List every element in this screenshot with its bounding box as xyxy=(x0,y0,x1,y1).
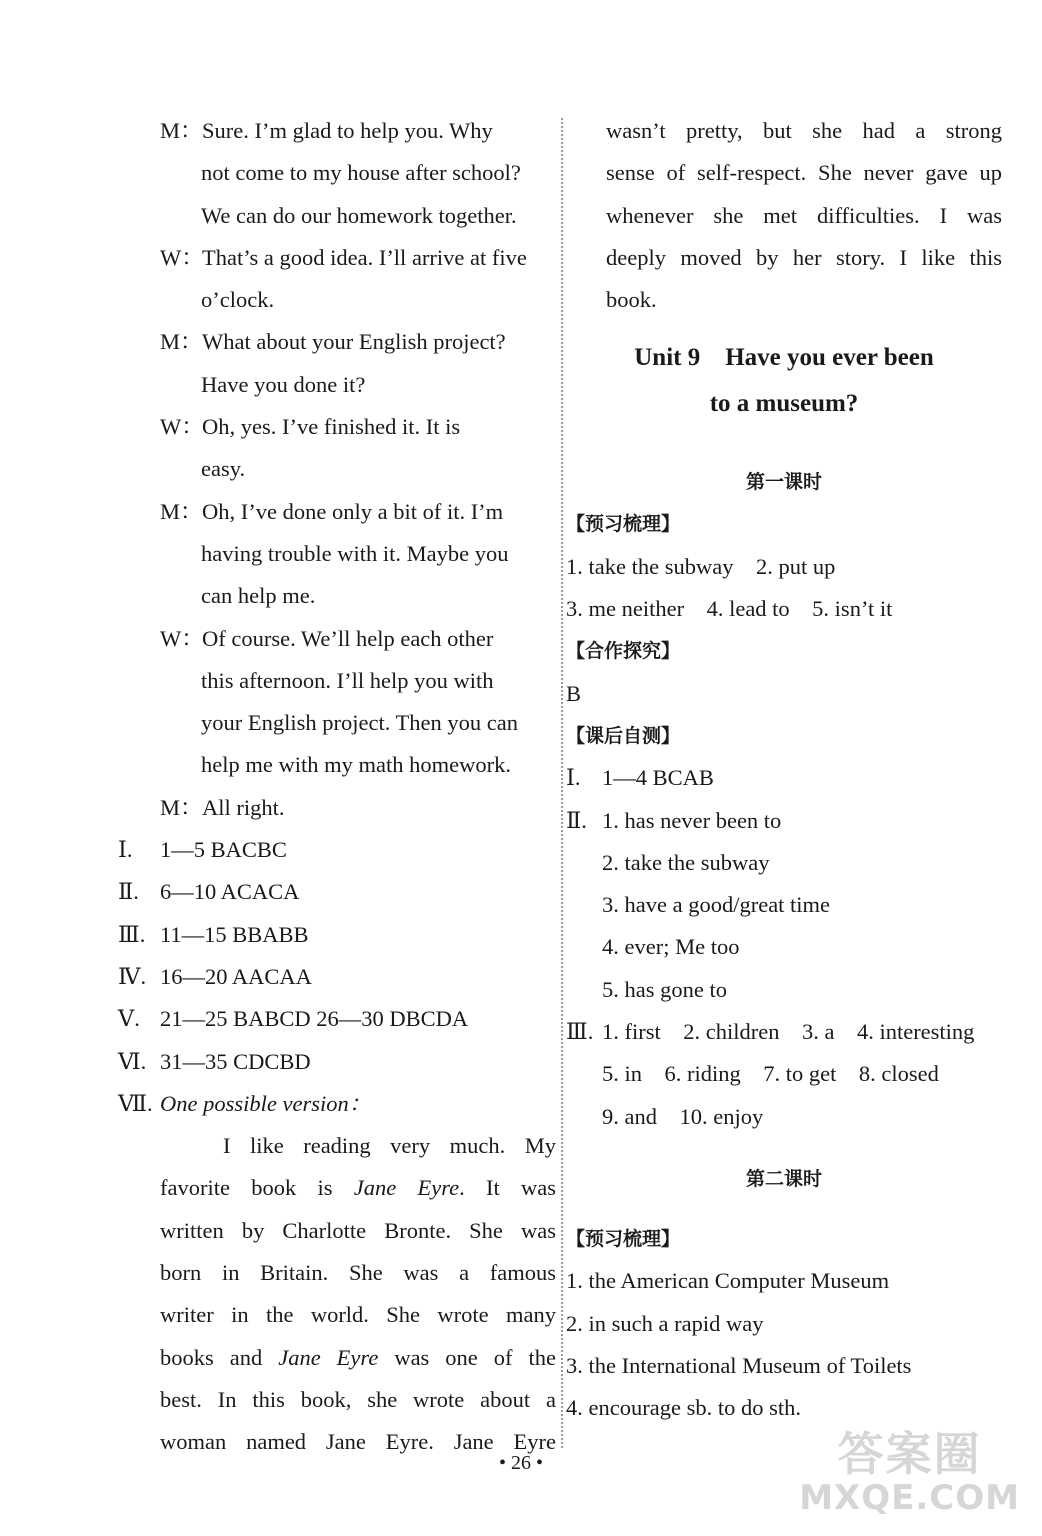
dialogue-text: can help me. xyxy=(201,583,316,609)
answer-line: 1. the American Computer Museum xyxy=(566,1268,890,1294)
dialogue-line xyxy=(118,533,556,575)
dialogue-text: this afternoon. I’ll help you with xyxy=(201,667,494,693)
roman-numeral: Ⅰ. xyxy=(566,765,581,791)
answer-row xyxy=(566,842,1002,884)
dialogue-text: your English project. Then you can xyxy=(201,710,519,736)
dialogue-text: o’clock. xyxy=(201,287,275,313)
essay-line: sense of self-respect. She never gave up xyxy=(606,160,1002,186)
essay-line: whenever she met difficulties. I was xyxy=(606,202,1002,228)
answer-text: 21—25 BABCD 26—30 DBCDA xyxy=(160,1006,469,1032)
roman-numeral: Ⅰ. xyxy=(118,837,133,863)
essay-line: book. xyxy=(606,287,657,313)
column-divider xyxy=(561,118,563,1448)
answer-text: 16—20 AACAA xyxy=(160,963,312,989)
answer-text: 4. ever; Me too xyxy=(602,934,740,960)
dialogue-text: Oh, yes. I’ve finished it. It is xyxy=(202,414,461,440)
essay-line: wasn’t pretty, but she had a strong xyxy=(606,118,1002,143)
roman-numeral: Ⅲ. xyxy=(118,921,146,947)
dialogue-line xyxy=(118,152,556,194)
dialogue-text: Oh, I’ve done only a bit of it. I’m xyxy=(202,498,504,524)
dialogue-line xyxy=(118,406,556,448)
answer-row xyxy=(118,1041,556,1083)
speaker-label: W： xyxy=(160,625,204,651)
speaker-label: W： xyxy=(160,414,204,440)
dialogue-text: All right. xyxy=(202,794,285,820)
answer-text: 1—5 BACBC xyxy=(160,837,287,863)
answer-row xyxy=(118,956,556,998)
answer-text: 1. first 2. children 3. a 4. interesting xyxy=(602,1019,975,1045)
dialogue-line xyxy=(118,618,556,660)
essay-text: woman named Jane Eyre. Jane Eyre xyxy=(160,1429,556,1455)
answer-row xyxy=(118,998,556,1040)
roman-numeral: Ⅱ. xyxy=(566,807,587,833)
speaker-label: W： xyxy=(160,244,204,270)
unit-subtitle: to a museum? xyxy=(709,390,859,418)
answer-row xyxy=(566,800,1002,842)
speaker-label: M： xyxy=(160,118,203,143)
answer-text: 31—35 CDCBD xyxy=(160,1048,311,1074)
roman-numeral: Ⅲ. xyxy=(566,1019,594,1045)
essay-line xyxy=(118,1252,556,1294)
answer-line: 3. the International Museum of Toilets xyxy=(566,1352,912,1378)
answer-line: 4. encourage sb. to do sth. xyxy=(566,1395,801,1421)
answer-text: 1—4 BCAB xyxy=(602,765,714,791)
book-title: Jane Eyre xyxy=(278,1344,379,1370)
essay-line xyxy=(118,1125,556,1167)
essay-text: I like reading very much. My xyxy=(223,1133,556,1159)
dialogue-line xyxy=(118,321,556,363)
answer-text: 11—15 BBABB xyxy=(160,921,309,947)
section-heading: 【合作探究】 xyxy=(566,640,681,663)
roman-numeral: Ⅴ. xyxy=(118,1006,140,1032)
dialogue-line xyxy=(118,237,556,279)
answer-row xyxy=(118,914,556,956)
answer-row xyxy=(566,926,1002,968)
unit-title: Unit 9 Have you ever been xyxy=(634,344,934,372)
answer-text: 5. has gone to xyxy=(602,976,727,1002)
dialogue-line xyxy=(118,279,556,321)
section-heading: 【课后自测】 xyxy=(566,724,681,747)
dialogue-line xyxy=(118,448,556,490)
answer-row xyxy=(566,1011,1002,1053)
answer-line: 1. take the subway 2. put up xyxy=(566,553,836,579)
dialogue-text: help me with my math homework. xyxy=(201,752,511,778)
dialogue-line xyxy=(118,787,556,829)
dialogue-line xyxy=(118,744,556,786)
dialogue-line xyxy=(118,364,556,406)
essay-line: deeply moved by her story. I like this xyxy=(606,244,1002,270)
left-column xyxy=(118,110,556,1464)
essay-text: books and xyxy=(160,1344,279,1370)
essay-text: born in Britain. She was a famous xyxy=(160,1260,556,1286)
answer-line: 3. me neither 4. lead to 5. isn’t it xyxy=(566,596,893,622)
dialogue-line xyxy=(118,702,556,744)
roman-numeral: Ⅳ. xyxy=(118,963,147,989)
answer-row xyxy=(118,829,556,871)
roman-numeral: Ⅵ. xyxy=(118,1048,147,1074)
dialogue-text: having trouble with it. Maybe you xyxy=(201,540,509,566)
speaker-label: M： xyxy=(160,794,203,820)
answer-text: 1. has never been to xyxy=(602,807,782,833)
dialogue-line xyxy=(118,491,556,533)
section-heading: 【预习梳理】 xyxy=(566,1227,681,1250)
speaker-label: M： xyxy=(160,498,203,524)
answer-text: 3. have a good/great time xyxy=(602,892,831,918)
section-heading: 【预习梳理】 xyxy=(566,513,681,536)
lesson-heading: 第一课时 xyxy=(745,471,822,494)
essay-line xyxy=(118,1379,556,1421)
essay-text: . It was xyxy=(459,1175,556,1201)
roman-numeral: Ⅱ. xyxy=(118,879,139,905)
answer-text: 6—10 ACACA xyxy=(160,879,300,905)
dialogue-text: Of course. We’ll help each other xyxy=(202,625,494,651)
watermark-text: 答案圈 xyxy=(837,1427,982,1481)
answer-line: 2. in such a rapid way xyxy=(566,1310,764,1336)
answer-row xyxy=(566,1053,1002,1095)
dialogue-line xyxy=(118,110,556,152)
answer-row xyxy=(118,871,556,913)
lesson-heading: 第二课时 xyxy=(745,1167,822,1190)
dialogue-text: easy. xyxy=(201,456,246,482)
book-title: Jane Eyre xyxy=(353,1175,460,1201)
dialogue-text: not come to my house after school? xyxy=(201,160,521,186)
essay-text: best. In this book, she wrote about a xyxy=(160,1386,556,1412)
essay-heading xyxy=(118,1083,556,1125)
essay-line xyxy=(118,1167,556,1209)
answer-row xyxy=(566,1096,1002,1138)
dialogue-text: That’s a good idea. I’ll arrive at five xyxy=(202,244,527,270)
watermark-url: MXQE.COM xyxy=(799,1478,1020,1518)
essay-text: was one of the xyxy=(378,1344,556,1370)
dialogue-text: Sure. I’m glad to help you. Why xyxy=(202,118,493,143)
page-number: • 26 • xyxy=(498,1452,543,1474)
dialogue-line xyxy=(118,660,556,702)
watermark-logo xyxy=(799,1418,1020,1518)
dialogue-text: What about your English project? xyxy=(202,329,506,355)
answer-row xyxy=(566,884,1002,926)
dialogue-line xyxy=(118,575,556,617)
answer-row xyxy=(566,969,1002,1011)
answer-text: 2. take the subway xyxy=(602,849,770,875)
essay-text: written by Charlotte Bronte. She was xyxy=(160,1217,556,1243)
answer-text: 9. and 10. enjoy xyxy=(602,1103,764,1129)
speaker-label: M： xyxy=(160,329,203,355)
essay-line xyxy=(118,1210,556,1252)
essay-intro: One possible version： xyxy=(160,1090,372,1116)
answer-text: 5. in 6. riding 7. to get 8. closed xyxy=(602,1061,939,1087)
essay-text: writer in the world. She wrote many xyxy=(160,1302,556,1328)
dialogue-text: Have you done it? xyxy=(201,371,366,397)
roman-numeral: Ⅶ. xyxy=(118,1090,153,1116)
essay-line xyxy=(118,1294,556,1336)
answer-line: B xyxy=(566,680,582,706)
essay-text: favorite book is xyxy=(160,1175,354,1201)
essay-line xyxy=(118,1337,556,1379)
answer-row xyxy=(566,757,1002,799)
dialogue-line xyxy=(118,195,556,237)
dialogue-text: We can do our homework together. xyxy=(201,202,517,228)
right-column xyxy=(566,110,1002,1429)
